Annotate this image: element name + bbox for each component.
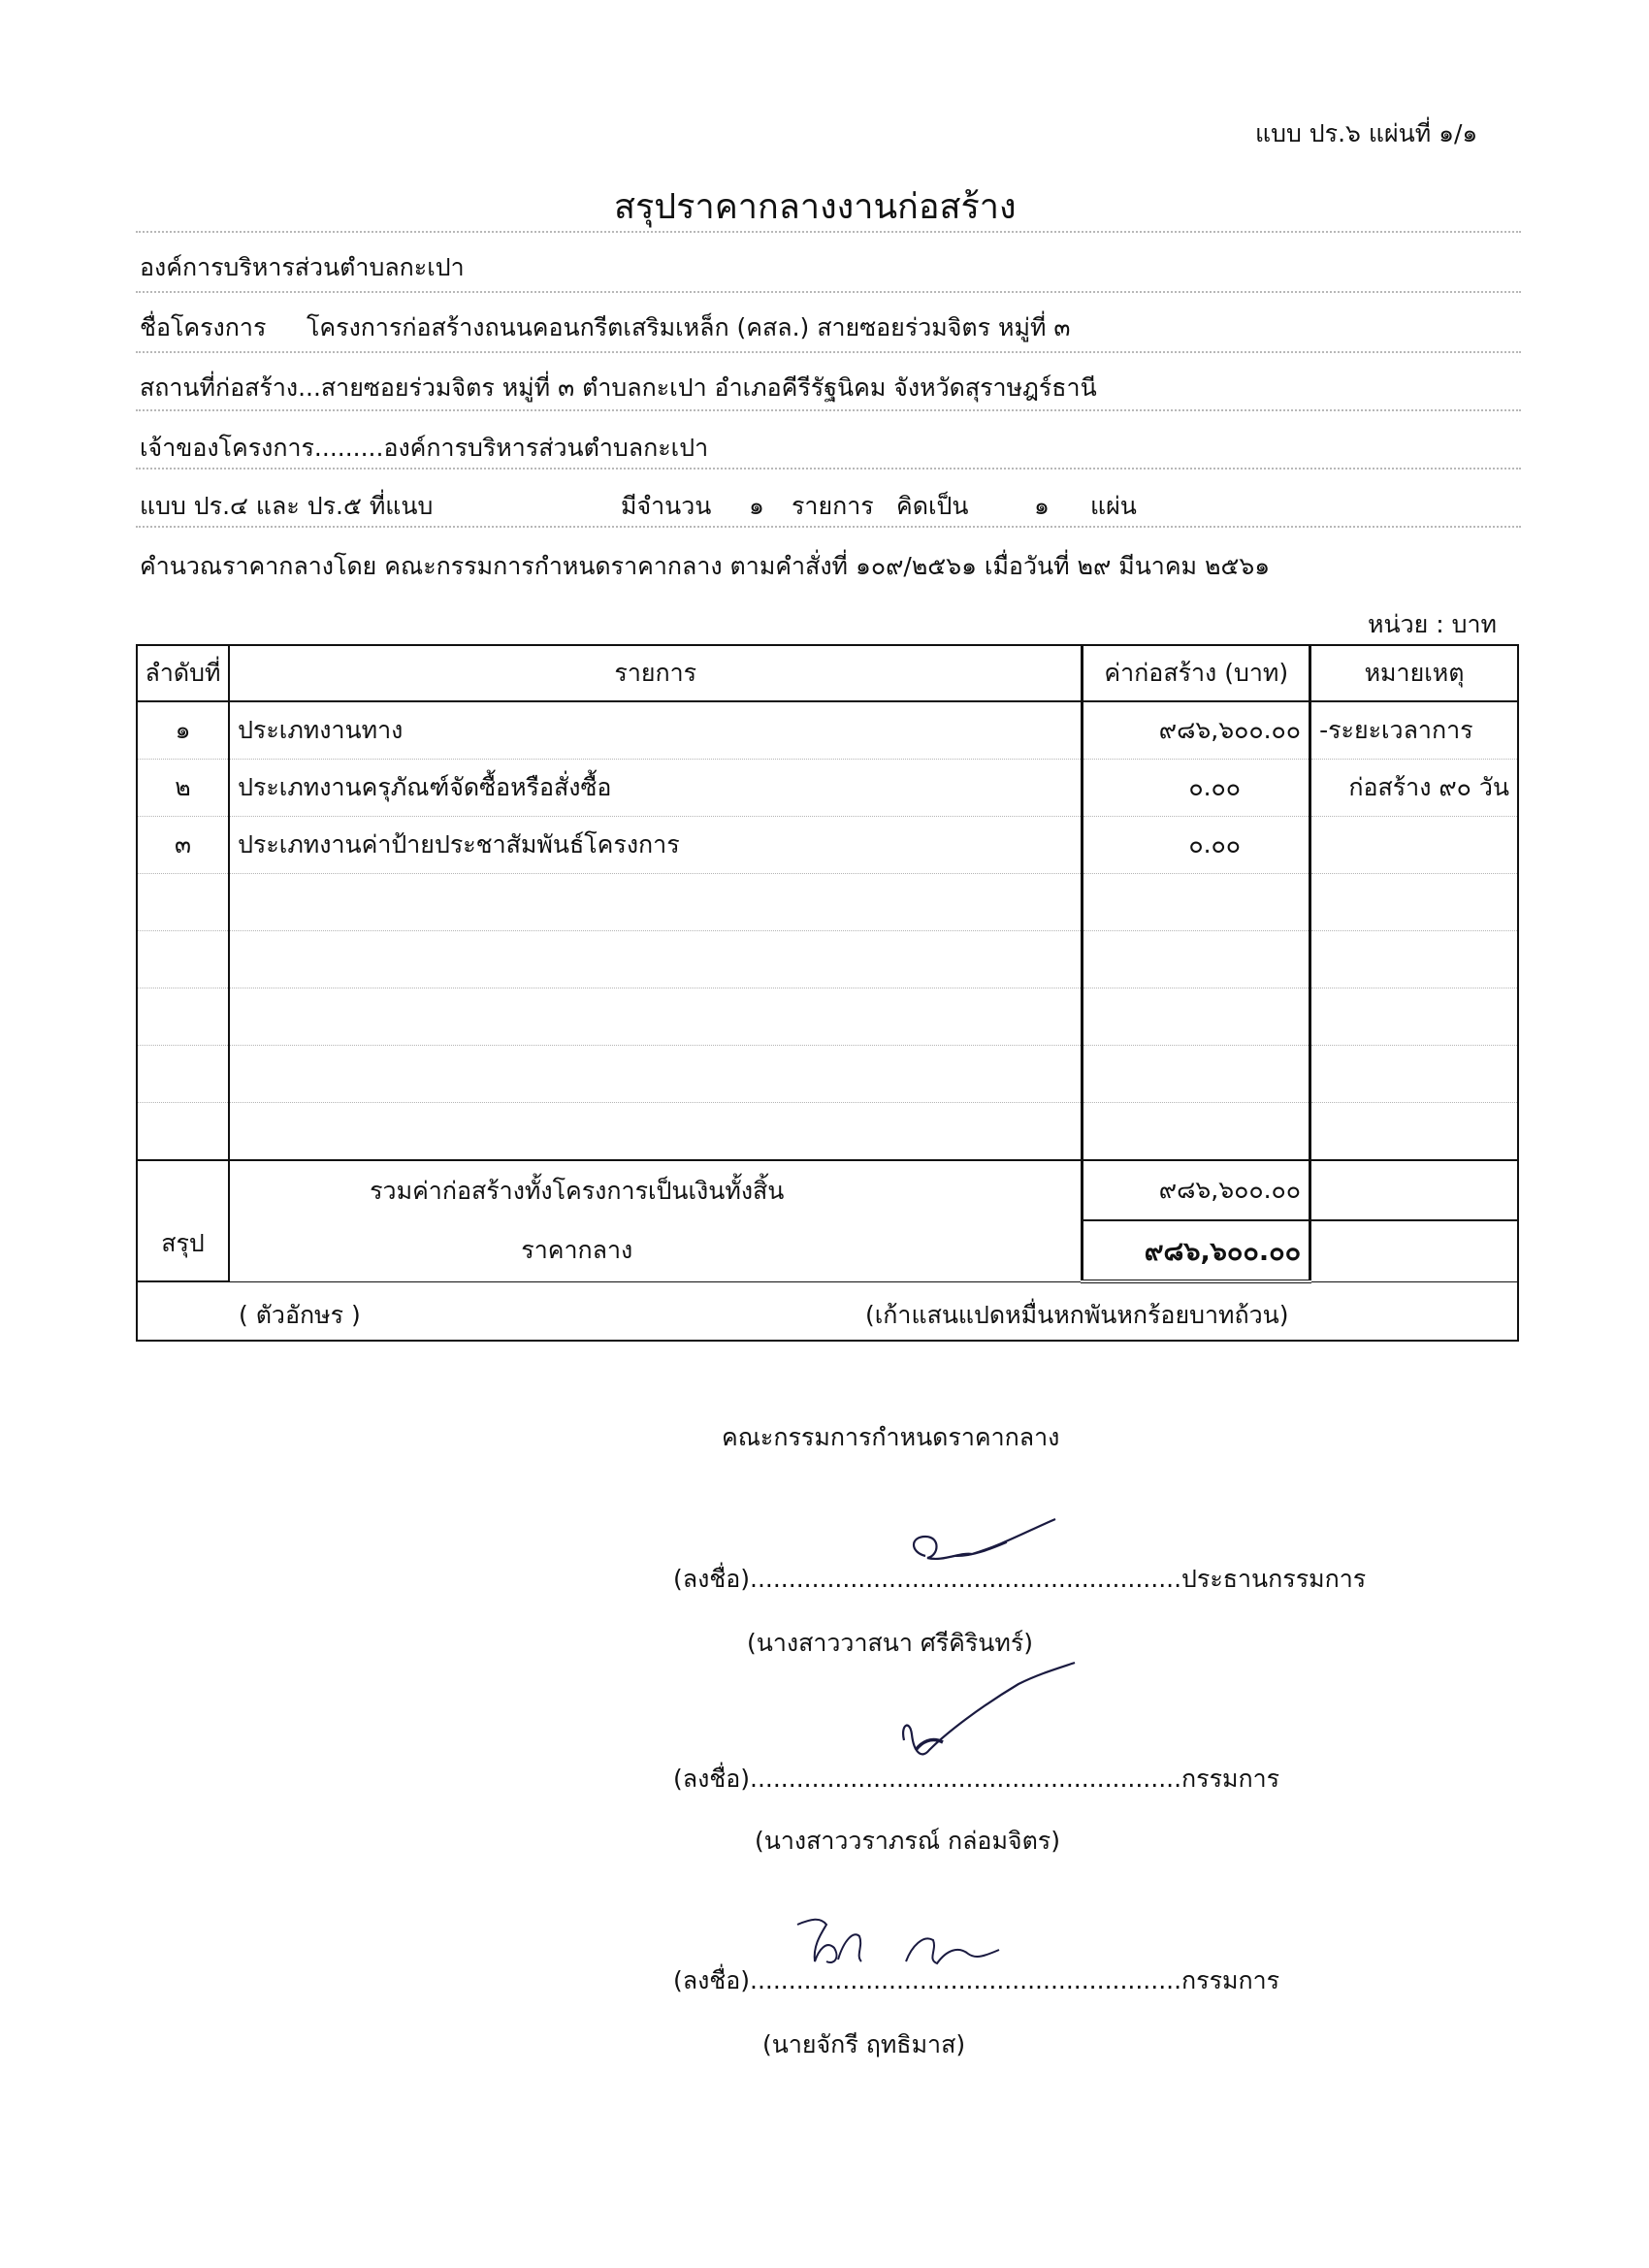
committee-title: คณะกรรมการกำหนดราคากลาง (722, 1423, 1060, 1451)
header-item: รายการ (229, 645, 1083, 701)
row-item: ประเภทงานทาง (229, 701, 1083, 760)
signer-name-member-1: (นางสาววราภรณ์ กล่อมจิตร) (755, 1827, 1060, 1855)
total-label: รวมค่าก่อสร้างทั้งโครงการเป็นเงินทั้งสิ้น (229, 1160, 1083, 1220)
row-number: ๓ (137, 817, 229, 874)
divider (136, 351, 1521, 353)
construction-location: สถานที่ก่อสร้าง...สายซอยร่วมจิตร หมู่ที่ ๓ ตำบลกะเปา อำเภอคีรีรัฐนิคม จังหวัดสุราษฎร์ธานี (140, 373, 1097, 402)
row-cost: ๐.๐๐ (1083, 817, 1310, 874)
row-cost: ๐.๐๐ (1083, 760, 1310, 817)
signature-line-chairman: (ลงชื่อ)........................................................ประธานกรรมการ (673, 1565, 1367, 1593)
items-word: รายการ (792, 492, 874, 520)
median-price-row (137, 1220, 1518, 1281)
signer-name-member-2: (นายจักรี ฤทธิมาส) (762, 2030, 966, 2058)
divider (136, 526, 1521, 528)
project-name: โครงการก่อสร้างถนนคอนกรีตเสริมเหล็ก (คสล.) สายซอยร่วมจิตร หมู่ที่ ๓ (307, 313, 1071, 341)
divider (136, 468, 1521, 470)
table-header-row (137, 645, 1518, 701)
median-value: ๙๘๖,๖๐๐.๐๐ (1083, 1220, 1310, 1281)
header-note: หมายเหตุ (1310, 645, 1518, 701)
divider (136, 231, 1521, 233)
row-note: -ระยะเวลาการ (1310, 701, 1518, 760)
median-label: ราคากลาง (229, 1220, 1083, 1281)
row-cost: ๙๘๖,๖๐๐.๐๐ (1083, 701, 1310, 760)
attached-forms: แบบ ปร.๔ และ ปร.๕ ที่แนบ (140, 492, 434, 520)
price-summary-table (136, 644, 1519, 1342)
sheets-word: แผ่น (1090, 492, 1137, 520)
empty-row (137, 874, 1518, 931)
signature-line-member-2: (ลงชื่อ)........................................................กรรมการ (673, 1966, 1280, 1994)
row-number: ๒ (137, 760, 229, 817)
sheet-count: ๑ (1034, 492, 1050, 520)
amount-in-words-row (137, 1281, 1518, 1341)
table-row (137, 817, 1518, 874)
row-note: ก่อสร้าง ๙๐ วัน (1310, 760, 1518, 817)
signer-name-chairman: (นางสาววาสนา ศรีคิรินทร์) (747, 1629, 1034, 1657)
item-count: ๑ (749, 492, 764, 520)
header-cost: ค่าก่อสร้าง (บาท) (1083, 645, 1310, 701)
table-row (137, 701, 1518, 760)
form-reference: แบบ ปร.๖ แผ่นที่ ๑/๑ (1255, 119, 1478, 147)
organization-name: องค์การบริหารส่วนตำบลกะเปา (140, 253, 465, 281)
row-item: ประเภทงานค่าป้ายประชาสัมพันธ์โครงการ (229, 817, 1083, 874)
count-label: มีจำนวน (621, 492, 712, 520)
project-owner: เจ้าของโครงการ.........องค์การบริหารส่วนตำบลกะเปา (140, 434, 709, 462)
calculation-basis: คำนวณราคากลางโดย คณะกรรมการกำหนดราคากลาง ตามคำสั่งที่ ๑๐๙/๒๕๖๑ เมื่อวันที่ ๒๙ มีนาคม ๒๕๖๑ (140, 552, 1271, 580)
project-label: ชื่อโครงการ (140, 313, 267, 341)
row-note (1310, 817, 1518, 874)
empty-row (137, 988, 1518, 1046)
divider (136, 409, 1521, 411)
divider (136, 291, 1521, 293)
amount-in-words: (เก้าแสนแปดหมื่นหกพันหกร้อยบาทถ้วน) (865, 1301, 1289, 1329)
empty-row (137, 1103, 1518, 1161)
summary-label: สรุป (137, 1160, 229, 1281)
empty-row (137, 931, 1518, 988)
empty-row (137, 1046, 1518, 1103)
signature-line-member-1: (ลงชื่อ)........................................................กรรมการ (673, 1765, 1280, 1793)
header-order: ลำดับที่ (137, 645, 229, 701)
row-number: ๑ (137, 701, 229, 760)
total-value: ๙๘๖,๖๐๐.๐๐ (1083, 1160, 1310, 1220)
unit-label: หน่วย : บาท (1368, 610, 1497, 638)
total-row (137, 1160, 1518, 1220)
words-label: ( ตัวอักษร ) (239, 1301, 361, 1329)
row-item: ประเภทงานครุภัณฑ์จัดซื้อหรือสั่งซื้อ (229, 760, 1083, 817)
table-row (137, 760, 1518, 817)
equals-label: คิดเป็น (896, 492, 969, 520)
page-title: สรุปราคากลางงานก่อสร้าง (614, 187, 1017, 227)
